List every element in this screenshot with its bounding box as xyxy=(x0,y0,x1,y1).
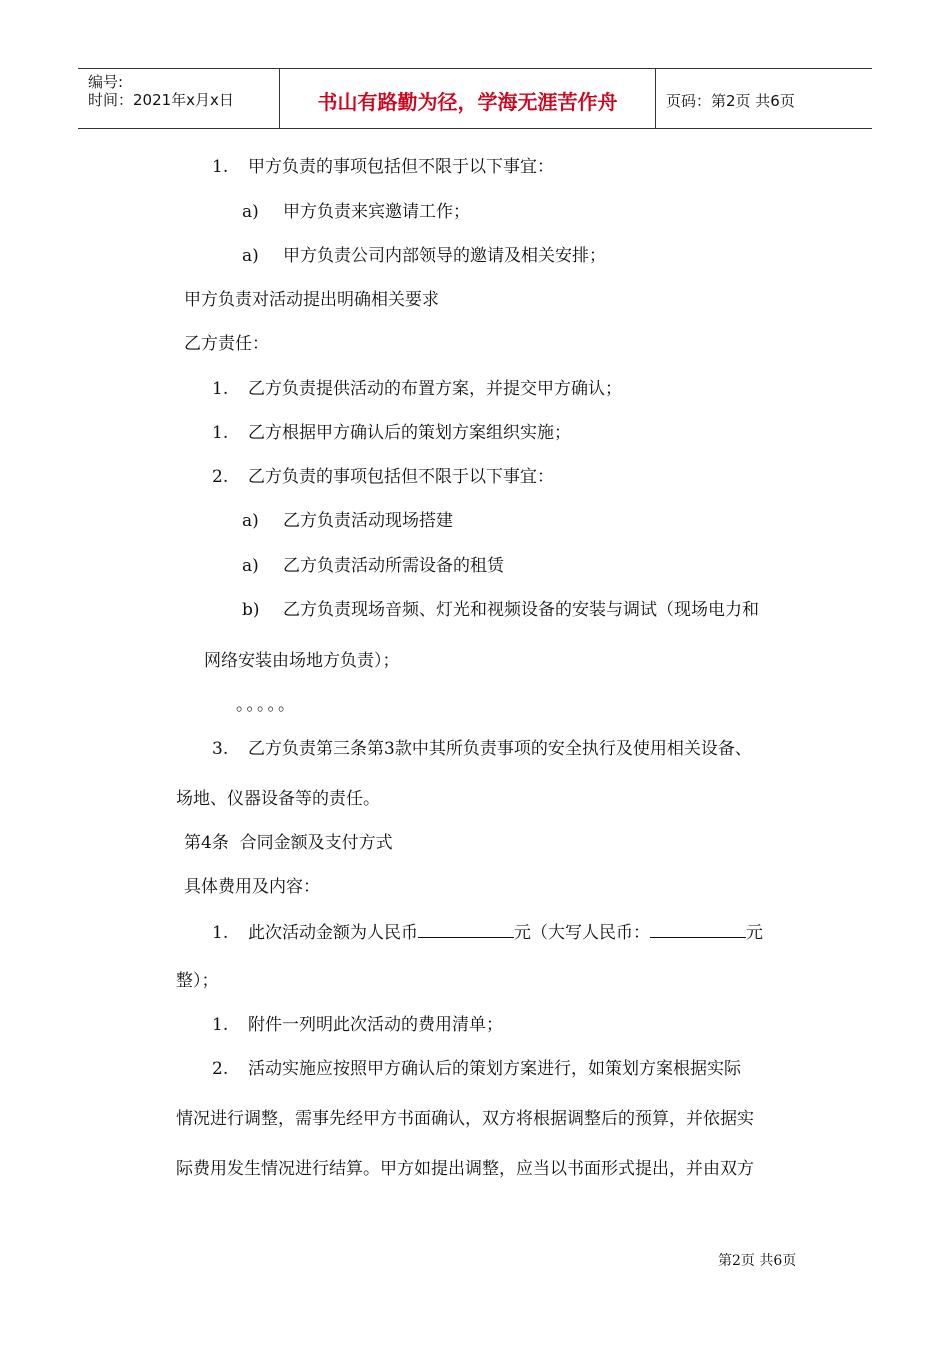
clause-line xyxy=(242,201,470,223)
clause-line xyxy=(242,510,453,532)
list-number: 1. xyxy=(212,923,229,943)
clause-text: 元 xyxy=(746,923,763,943)
serial-label: 编号: xyxy=(88,73,124,91)
clause-text: 网络安装由场地方负责）； xyxy=(204,651,400,671)
clause-text: 甲方负责对活动提出明确相关要求 xyxy=(184,290,439,310)
header-motto: 书山有路勤为径，学海无涯苦作舟 xyxy=(317,90,618,114)
page-footer-number: 第2页 共6页 xyxy=(718,1253,797,1269)
clause-text: 乙方负责活动所需设备的租赁 xyxy=(283,556,504,576)
clause-line xyxy=(212,1058,741,1080)
clause-line xyxy=(212,738,752,760)
section-heading xyxy=(184,876,320,898)
list-number: 1. xyxy=(212,1015,229,1035)
clause-text: 甲方负责公司内部领导的邀请及相关安排； xyxy=(283,246,606,266)
clause-text: 场地、仪器设备等的责任。 xyxy=(176,789,380,809)
clause-text: 活动实施应按照甲方确认后的策划方案进行，如策划方案根据实际 xyxy=(248,1059,741,1079)
clause-text: 甲方负责来宾邀请工作； xyxy=(283,202,470,222)
clause-line xyxy=(242,245,606,267)
list-number: 1. xyxy=(212,379,229,399)
clause-text: 整）； xyxy=(176,971,219,991)
list-letter: b) xyxy=(242,600,260,620)
header-motto-cell xyxy=(280,69,656,128)
clause-line xyxy=(212,378,622,400)
clause-text: 际费用发生情况进行结算。甲方如提出调整，应当以书面形式提出，并由双方 xyxy=(176,1159,754,1179)
clause-text: 。。。。。 xyxy=(236,695,297,715)
amount-words-blank xyxy=(650,921,746,938)
clause-line xyxy=(212,156,554,178)
header-page-number: 页码：第2页 共6页 xyxy=(666,92,795,110)
list-letter: a) xyxy=(242,511,259,531)
amount-blank xyxy=(418,921,514,938)
clause-text: 具体费用及内容： xyxy=(184,877,320,897)
clause-text: 乙方根据甲方确认后的策划方案组织实施； xyxy=(248,423,571,443)
header-meta-cell xyxy=(78,69,280,128)
page-header xyxy=(78,68,872,129)
clause-text: 元（大写人民币： xyxy=(514,923,650,943)
amount-line xyxy=(212,921,763,944)
clause-text: 乙方负责的事项包括但不限于以下事宜： xyxy=(248,467,554,487)
header-page-cell xyxy=(656,69,872,128)
clause-line xyxy=(176,1158,754,1180)
clause-line xyxy=(204,650,400,672)
clause-line xyxy=(212,466,554,488)
clause-text: 甲方负责的事项包括但不限于以下事宜： xyxy=(248,157,554,177)
list-number: 2. xyxy=(212,1059,229,1079)
clause-line xyxy=(176,788,380,810)
list-number: 1. xyxy=(212,423,229,443)
clause-line xyxy=(176,1108,754,1130)
list-number: 1. xyxy=(212,157,229,177)
clause-line xyxy=(242,555,504,577)
section-heading xyxy=(184,333,269,355)
clause-line xyxy=(242,599,759,621)
clause-text: 情况进行调整，需事先经甲方书面确认，双方将根据调整后的预算，并依据实 xyxy=(176,1109,754,1129)
clause-text: 附件一列明此次活动的费用清单； xyxy=(248,1015,503,1035)
list-number: 3. xyxy=(212,739,229,759)
clause-text: 乙方负责提供活动的布置方案，并提交甲方确认； xyxy=(248,379,622,399)
time-label: 时间：2021年x月x日 xyxy=(88,91,234,109)
list-letter: a) xyxy=(242,556,259,576)
clause-text: 乙方负责第三条第3款中其所负责事项的安全执行及使用相关设备、 xyxy=(248,739,752,759)
clause-line xyxy=(212,1014,503,1036)
clause-line xyxy=(176,970,219,992)
ellipsis-line xyxy=(236,694,297,716)
clause-text: 第4条 合同金额及支付方式 xyxy=(184,833,393,853)
clause-text: 此次活动金额为人民币 xyxy=(248,923,418,943)
clause-line xyxy=(184,289,439,311)
list-letter: a) xyxy=(242,246,259,266)
list-number: 2. xyxy=(212,467,229,487)
clause-line xyxy=(212,422,571,444)
list-letter: a) xyxy=(242,202,259,222)
clause-text: 乙方负责现场音频、灯光和视频设备的安装与调试（现场电力和 xyxy=(283,600,759,620)
article-heading xyxy=(184,832,393,854)
clause-text: 乙方责任： xyxy=(184,334,269,354)
clause-text: 乙方负责活动现场搭建 xyxy=(283,511,453,531)
